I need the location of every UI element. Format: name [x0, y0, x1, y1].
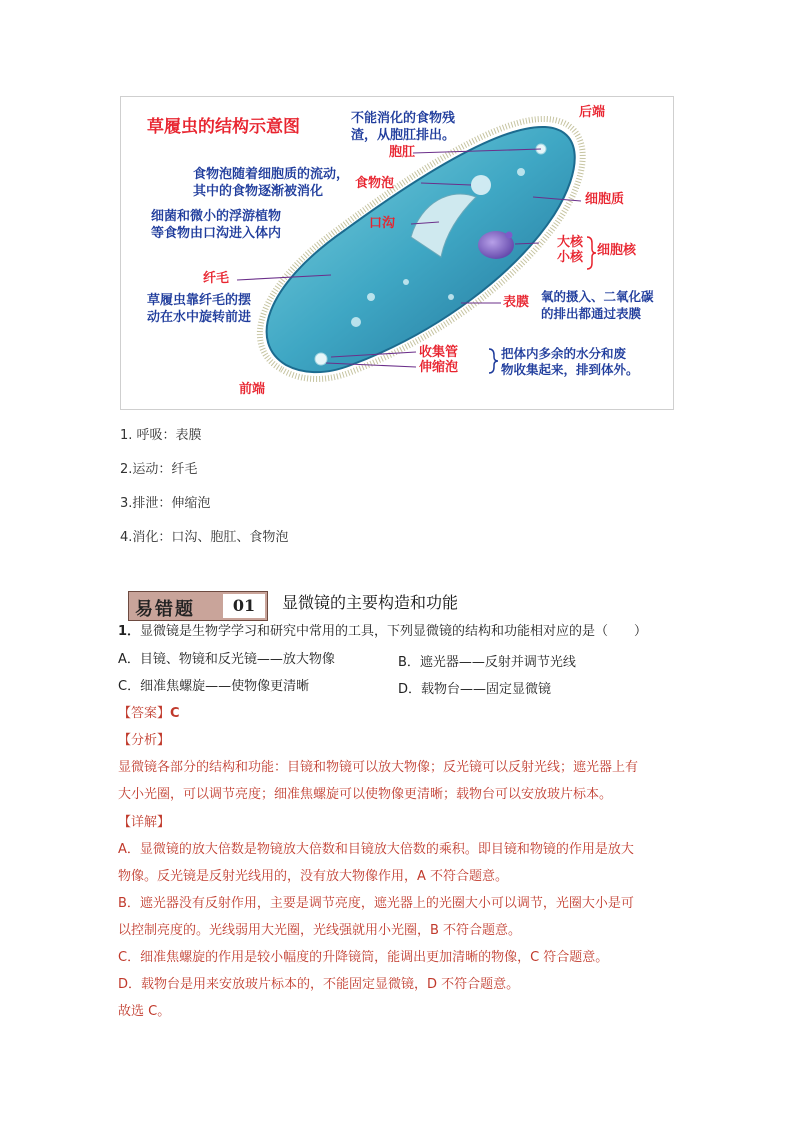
label-shensuopao: 伸缩泡	[419, 360, 459, 375]
note-residue-1: 不能消化的食物残	[351, 111, 456, 126]
note-oxygen-1: 氧的摄入、二氧化碳	[541, 289, 654, 304]
note-cilia-2: 动在水中旋转前进	[147, 310, 252, 325]
option-d: D．载物台——固定显微镜	[398, 682, 552, 697]
list-item: 4.消化：口沟、胞肛、食物泡	[120, 530, 289, 545]
detail-label: 【详解】	[118, 815, 171, 830]
note-water-2: 物收集起来，排到体外。	[501, 362, 639, 377]
section-badge	[128, 591, 268, 621]
note-cilia-1: 草履虫靠纤毛的摆	[147, 293, 252, 308]
section-badge-label: 易错题	[135, 599, 195, 620]
cell-body	[267, 127, 575, 372]
list-item: 1. 呼吸：表膜	[120, 428, 202, 443]
detail-text: B．遮光器没有反射作用，主要是调节亮度，遮光器上的光圈大小可以调节，光圈大小是可	[118, 896, 634, 911]
option-b: B．遮光器——反射并调节光线	[398, 655, 576, 670]
label-shiwupao: 食物泡	[355, 176, 395, 191]
detail-text: A．显微镜的放大倍数是物镜放大倍数和目镜放大倍数的乘积。即目镜和物镜的作用是放大	[118, 842, 634, 857]
option-c: C．细准焦螺旋——使物像更清晰	[118, 679, 310, 694]
label-xibaohe: 细胞核	[597, 243, 637, 258]
list-item: 2.运动：纤毛	[120, 462, 198, 477]
detail-text: C．细准焦螺旋的作用是较小幅度的升降镜筒，能调出更加清晰的物像，C 符合题意。	[118, 950, 609, 965]
conclusion: 故选 C。	[118, 1004, 171, 1019]
figure-title: 草履虫的结构示意图	[147, 117, 300, 137]
contractile-vacuole-front	[315, 353, 327, 365]
micronucleus-shape	[506, 232, 513, 239]
note-foodvac-2: 其中的食物逐渐被消化	[193, 184, 324, 199]
label-biaomo: 表膜	[503, 295, 530, 310]
answer-label: 【答案】	[118, 706, 171, 721]
detail-text: 以控制亮度的。光线弱用大光圈，光线强就用小光圈，B 不符合题意。	[118, 923, 522, 938]
section-topic: 显微镜的主要构造和功能	[282, 593, 459, 612]
label-dahe: 大核	[557, 235, 584, 250]
list-item: 3.排泄：伸缩泡	[120, 496, 211, 511]
food-vacuole-shape	[471, 175, 491, 195]
analysis-label: 【分析】	[118, 733, 171, 748]
question-number: 1．	[118, 624, 141, 639]
label-xibaozhi: 细胞质	[585, 192, 625, 207]
analysis-text: 大小光圈，可以调节亮度；细准焦螺旋可以使物像更清晰；载物台可以安放玻片标本。	[118, 787, 613, 802]
question-stem	[118, 623, 647, 641]
note-foodvac-1: 食物泡随着细胞质的流动，	[193, 167, 350, 182]
answer-value: C	[170, 706, 180, 721]
nucleus-brace	[587, 237, 596, 269]
label-baogang: 胞肛	[389, 145, 416, 160]
answer-line	[118, 705, 180, 723]
note-bacteria-2: 等食物由口沟进入体内	[151, 226, 282, 241]
paramecium-figure	[120, 96, 674, 410]
note-oxygen-2: 的排出都通过表膜	[541, 306, 642, 321]
label-kougou: 口沟	[369, 216, 396, 231]
option-a: A．目镜、物镜和反光镜——放大物像	[118, 652, 335, 667]
note-residue-2: 渣，从胞肛排出。	[351, 128, 456, 143]
label-xianmao: 纤毛	[203, 271, 230, 286]
label-houduan: 后端	[579, 105, 606, 120]
analysis-text: 显微镜各部分的结构和功能：目镜和物镜可以放大物像；反光镜可以反射光线；遮光器上有	[118, 760, 639, 775]
section-number: 01	[223, 594, 265, 618]
vacuole-brace	[489, 349, 498, 373]
label-xiaohe: 小核	[557, 250, 584, 265]
detail-text: D．载物台是用来安放玻片标本的，不能固定显微镜，D 不符合题意。	[118, 977, 520, 992]
label-shoujiguan: 收集管	[419, 345, 459, 360]
note-bacteria-1: 细菌和微小的浮游植物	[151, 209, 282, 224]
label-qianduan: 前端	[239, 382, 266, 397]
detail-text: 物像。反光镜是反射光线用的，没有放大物像作用，A 不符合题意。	[118, 869, 509, 884]
question-text: 显微镜是生物学学习和研究中常用的工具，下列显微镜的结构和功能相对应的是（ ）	[140, 624, 648, 639]
note-water-1: 把体内多余的水分和废	[501, 346, 627, 361]
